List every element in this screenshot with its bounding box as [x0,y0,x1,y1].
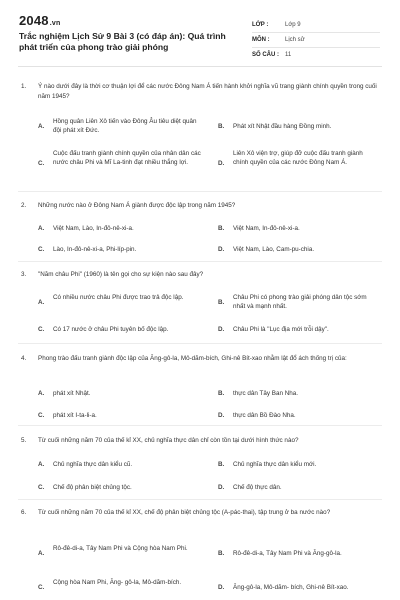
meta-value: 11 [285,52,292,58]
option-letter: D. [218,412,225,419]
question-number: 5. [21,437,27,444]
option-text: Việt Nam, In-đô-nê-xi-a. [233,225,300,232]
question-number: 3. [21,271,27,278]
divider [18,499,382,500]
meta-value: Lớp 9 [285,22,301,28]
option-text: Châu Phi có phong trào giải phóng dân tộc sớm nhất và mạnh nhất. [233,294,367,310]
header-divider [18,66,382,67]
option-letter: A. [38,550,45,557]
divider [18,191,382,192]
option-letter: A. [38,461,45,468]
option-text: Chủ nghĩa thực dân kiểu mới. [233,461,317,468]
option-letter: B. [218,225,225,232]
page-title: Trắc nghiệm Lịch Sử 9 Bài 3 (có đáp án): Quá trình phát triển của phong trào giải phóng [19,31,226,52]
meta-label: SỐ CÂU : [252,52,279,58]
option-text: Việt Nam, Lào, In-đô-nê-xi-a. [53,225,134,232]
option-letter: C. [38,584,45,591]
option-letter: B. [218,390,225,397]
question-stem: Từ cuối những năm 70 của thế kỉ XX, chế độ phân biệt chủng tộc (A-pác-thai), tập trung ở ba nước nào? [38,509,331,516]
page-header [0,0,400,66]
meta-row-grade [252,18,380,32]
divider [18,261,382,262]
option-letter: A. [38,390,45,397]
divider [18,425,382,426]
option-text: Rô-đê-di-a, Tây Nam Phi và Ăng-gô-la. [233,550,342,557]
option-letter: C. [38,484,45,491]
option-text: phát xít Nhật. [53,390,91,397]
option-text: Rô-đê-di-a, Tây Nam Phi và Cộng hòa Nam Phi. [53,545,188,552]
question-stem: Những nước nào ở Đông Nam Á giành được độc lập trong năm 1945? [38,202,236,209]
site-logo[interactable] [19,13,60,28]
option-letter: D. [218,584,225,591]
option-text: Cộng hòa Nam Phi, Ăng- gô-la, Mô-dăm-bích. [53,579,182,586]
option-text: Cuộc đấu tranh giành chính quyền của nhân dân các nước châu Phi và Mĩ La-tinh đạt nhiều thắng lợi. [53,150,201,166]
question-number: 4. [21,355,27,362]
option-letter: B. [218,123,225,130]
option-letter: A. [38,123,45,130]
meta-row-subject [252,33,380,47]
option-text: Việt Nam, Lào, Cam-pu-chia. [233,246,315,253]
option-letter: C. [38,326,45,333]
option-letter: D. [218,484,225,491]
option-text: thực dân Tây Ban Nha. [233,390,299,397]
meta-value: Lịch sử [285,37,305,43]
logo-text: 2048 [19,13,49,28]
option-letter: A. [38,299,45,306]
question-stem: Phong trào đấu tranh giành độc lập của Ăng-gô-la, Mô-dăm-bích, Ghi-nê Bít-xao nhằm lật đổ ách thống trị của: [38,355,347,362]
option-text: Châu Phi là "Lục địa mới trỗi dậy". [233,326,329,333]
logo-domain: .vn [49,20,61,27]
option-letter: B. [218,461,225,468]
option-letter: C. [38,160,45,167]
option-text: Chế độ thực dân. [233,484,282,491]
meta-label: LỚP : [252,22,269,28]
option-text: Có 17 nước ở châu Phi tuyên bố độc lập. [53,326,169,333]
question-stem: Từ cuối những năm 70 của thế kỉ XX, chủ nghĩa thực dân chỉ còn tồn tại dưới hình thức nào? [38,437,299,444]
option-letter: B. [218,299,225,306]
option-text: thực dân Bồ Đào Nha. [233,412,296,419]
meta-row-count [252,48,380,62]
option-letter: D. [218,246,225,253]
option-text: Chủ nghĩa thực dân kiểu cũ. [53,461,133,468]
question-number: 6. [21,509,27,516]
option-letter: C. [38,412,45,419]
option-text: Hồng quân Liên Xô tiến vào Đông Âu tiêu diệt quân đội phát xít Đức. [53,118,197,134]
option-letter: D. [218,160,225,167]
option-letter: B. [218,550,225,557]
question-stem: "Năm châu Phi" (1960) là tên gọi cho sự kiện nào sau đây? [38,271,204,278]
option-text: Phát xít Nhật đầu hàng Đồng minh. [233,123,332,130]
option-text: Chế độ phân biệt chủng tộc. [53,484,132,491]
option-letter: D. [218,326,225,333]
option-text: Có nhiều nước châu Phi được trao trả độc lập. [53,294,184,301]
question-number: 1. [21,83,27,90]
option-text: Ăng-gô-la, Mô-dăm- bích, Ghi-nê Bít-xao. [233,584,349,591]
meta-info [252,18,380,62]
option-letter: A. [38,225,45,232]
option-text: Lào, In-đô-nê-xi-a, Phi-líp-pin. [53,246,137,253]
question-stem: Ý nào dưới đây là thời cơ thuận lợi để các nước Đông Nam Á tiến hành khởi nghĩa vũ trang giành chính quyền trong cuối năm 1945? [38,83,377,100]
option-letter: C. [38,246,45,253]
divider [18,343,382,344]
option-text: phát xít I-ta-li-a. [53,412,97,419]
question-number: 2. [21,202,27,209]
meta-label: MÔN : [252,37,270,43]
option-text: Liên Xô viện trợ, giúp đỡ cuộc đấu tranh giành chính quyền của các nước Đông Nam Á. [233,150,363,166]
